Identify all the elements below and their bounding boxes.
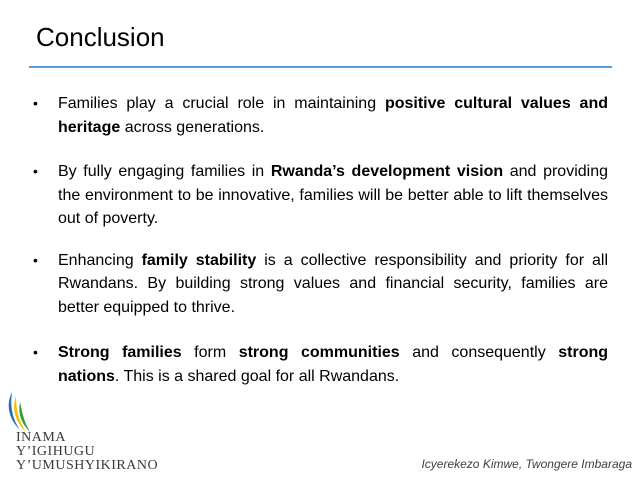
bullet-text bbox=[58, 95, 608, 136]
bullet-dot-icon: • bbox=[33, 163, 38, 179]
bullet-run: Families play a crucial role in maintaining bbox=[58, 95, 385, 112]
slide-title: Conclusion bbox=[36, 22, 165, 52]
bullet-run: By fully engaging families in bbox=[58, 163, 271, 180]
bullet-emphasis: Rwanda’s development vision bbox=[270, 163, 504, 180]
umushyikirano-logo bbox=[4, 390, 159, 476]
bullet-dot-icon: • bbox=[33, 95, 38, 111]
bullet-item-strong-families bbox=[30, 341, 608, 388]
bullet-run: is a collective responsibility and priority for all Rwandans. By building strong values and financial security, families are better equipped to thrive. bbox=[58, 251, 609, 316]
bullet-item-cultural-values bbox=[30, 92, 608, 139]
footer-tagline: Icyerekezo Kimwe, Twongere Imbaraga bbox=[421, 457, 632, 471]
bullet-emphasis: family stability bbox=[141, 251, 257, 269]
bullet-emphasis: strong nations bbox=[58, 344, 609, 385]
logo-text-line: INAMA bbox=[16, 430, 66, 445]
bullet-text bbox=[58, 163, 608, 227]
bullet-text bbox=[58, 252, 608, 316]
logo-text-line: Y’IGIHUGU bbox=[16, 444, 96, 459]
bullet-text bbox=[58, 344, 608, 385]
bullet-item-family-stability bbox=[30, 249, 608, 320]
bullet-emphasis: Strong families bbox=[58, 344, 182, 361]
bullet-dot-icon: • bbox=[33, 251, 38, 268]
title-divider bbox=[29, 66, 612, 68]
bullet-run: form bbox=[181, 344, 239, 361]
bullet-run: across generations. bbox=[120, 118, 265, 136]
bullet-run: Enhancing bbox=[58, 251, 142, 269]
logo-text-line: Y’UMUSHYIKIRANO bbox=[16, 458, 159, 473]
bullet-dot-icon: • bbox=[33, 344, 38, 360]
bullet-run: . This is a shared goal for all Rwandans. bbox=[114, 367, 400, 385]
bullet-emphasis: strong communities bbox=[238, 344, 400, 361]
bullet-item-development-vision bbox=[30, 160, 608, 231]
bullet-run: and consequently bbox=[399, 344, 559, 361]
bullet-list bbox=[30, 92, 608, 409]
bullet-run: and providing the environment to be innovative, families will be better able to lift themselves out of poverty. bbox=[58, 163, 608, 227]
bullet-emphasis: positive cultural values and heritage bbox=[58, 95, 609, 136]
